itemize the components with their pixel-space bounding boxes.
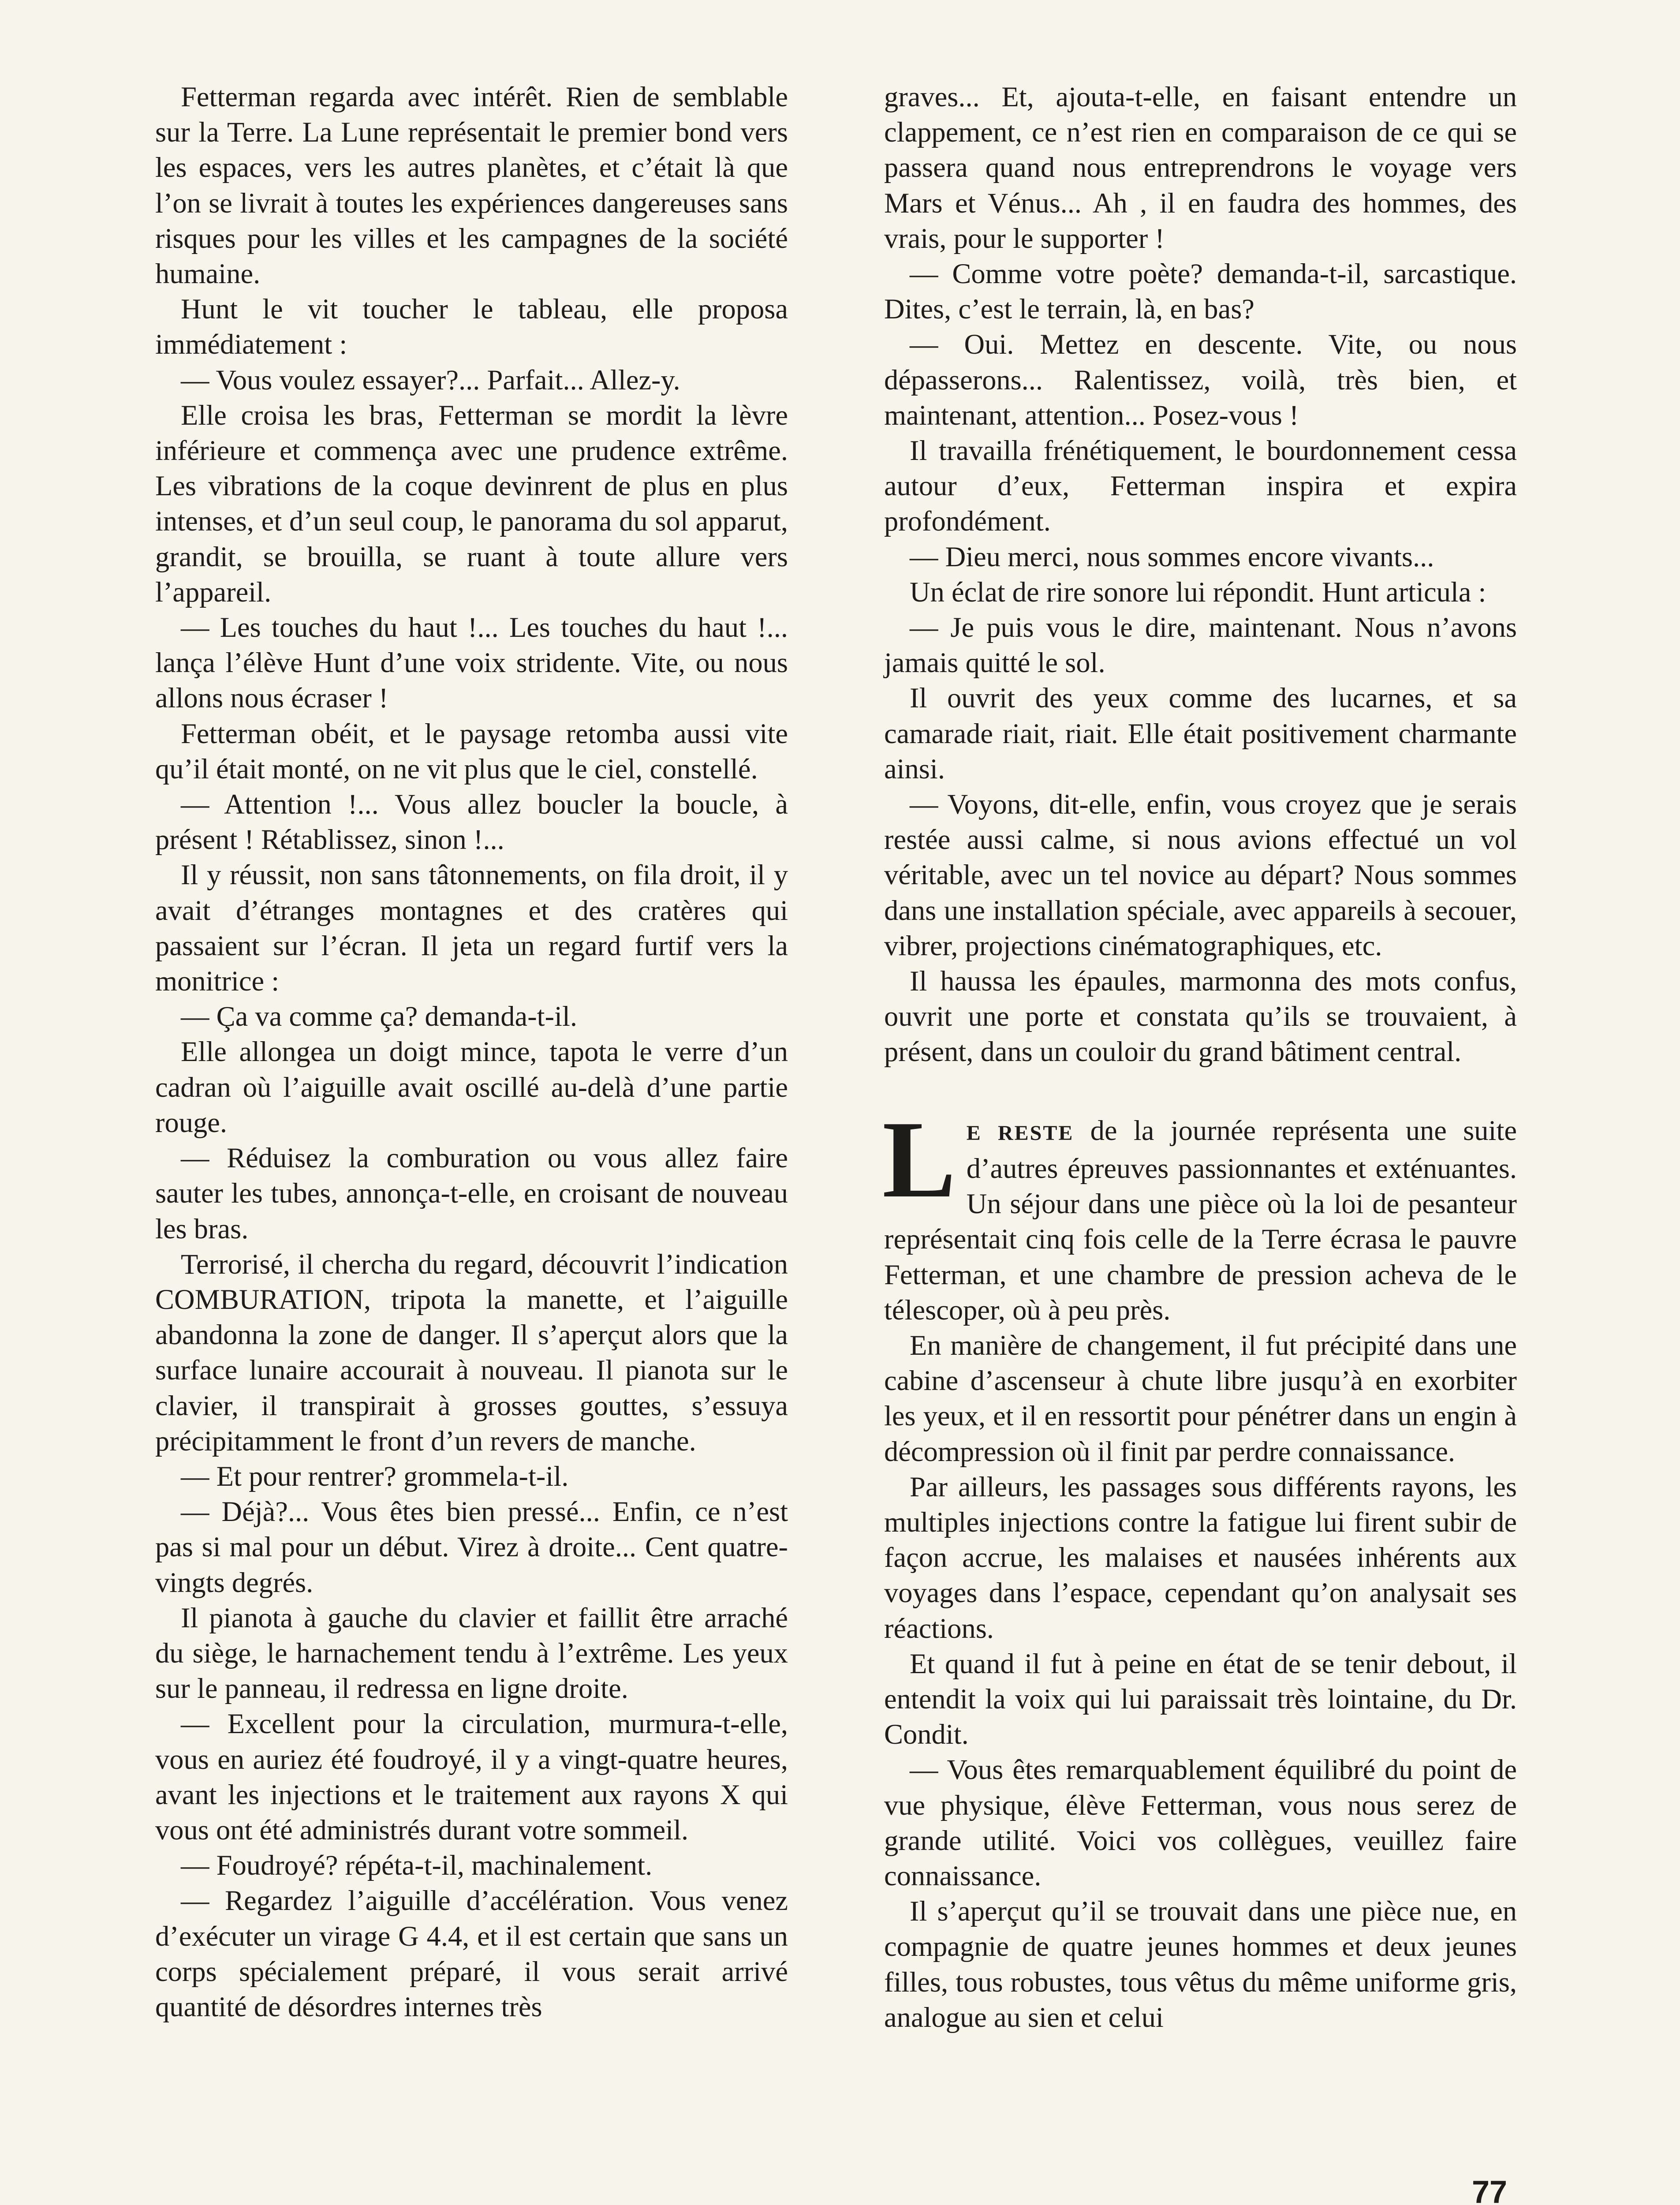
paragraph: Fetterman regarda avec intérêt. Rien de semblable sur la Terre. La Lune représentait le premier bond vers les espaces, vers les autres planètes, et c’était là que l’on se livrait à toutes les expériences dangereuses sans risques pour les villes et les campagnes de la société humaine. xyxy=(155,81,788,290)
paragraph: — Je puis vous le dire, maintenant. Nous n’avons jamais quitté le sol. xyxy=(884,612,1517,679)
paragraph: — Ça va comme ça? demanda-t-il. xyxy=(181,1001,578,1032)
paragraph: — Réduisez la comburation ou vous allez faire sauter les tubes, annonça-t-elle, en croisant de nouveau les bras. xyxy=(155,1142,788,1245)
paragraph: — Déjà?... Vous êtes bien pressé... Enfin, ce n’est pas si mal pour un début. Virez à droite... Cent quatre-vingts degrés. xyxy=(155,1496,788,1598)
paragraph: Hunt le vit toucher le tableau, elle proposa immédiatement : xyxy=(155,293,788,360)
paragraph: — Attention !... Vous allez boucler la boucle, à présent ! Rétablissez, sinon !... xyxy=(155,789,788,856)
paragraph: Et quand il fut à peine en état de se tenir debout, il entendit la voix qui lui paraissait très lointaine, du Dr. Condit. xyxy=(884,1648,1517,1750)
paragraph: Il s’aperçut qu’il se trouvait dans une pièce nue, en compagnie de quatre jeunes hommes et deux jeunes filles, tous robustes, tous vêtus du même uniforme gris, analogue au sien et celui xyxy=(884,1895,1517,2033)
paragraph: — Oui. Mettez en descente. Vite, ou nous dépasserons... Ralentissez, voilà, très bien, et maintenant, attention... Posez-vous ! xyxy=(884,329,1517,431)
right-column xyxy=(884,79,1517,2035)
paragraph: Il ouvrit des yeux comme des lucarnes, et sa camarade riait, riait. Elle était positivement charmante ainsi. xyxy=(884,682,1517,785)
paragraph: — Regardez l’aiguille d’accélération. Vous venez d’exécuter un virage G 4.4, et il est certain que sans un corps spécialement préparé, il vous serait arrivé quantité de désordres internes très xyxy=(155,1885,788,2022)
paragraph: Il travailla frénétiquement, le bourdonnement cessa autour d’eux, Fetterman inspira et expira profondément. xyxy=(884,435,1517,537)
paragraph: — Foudroyé? répéta-t-il, machinalement. xyxy=(181,1850,653,1881)
paragraph: Il y réussit, non sans tâtonnements, on fila droit, il y avait d’étranges montagnes et des cratères qui passaient sur l’écran. Il jeta un regard furtif vers la monitrice : xyxy=(155,859,788,997)
paragraph: Un éclat de rire sonore lui répondit. Hunt articula : xyxy=(910,576,1486,608)
section-break xyxy=(884,1070,1517,1113)
page-number: 77 xyxy=(1472,2175,1508,2205)
dropcap-body: de la journée représenta une suite d’autres épreuves passionnantes et exténuantes. Un séjour dans une pièce où la loi de pesanteur représentait cinq fois celle de la Terre écrasa le pauvre Fetterman, et une chambre de pression acheva de le télescoper, où à peu près. xyxy=(884,1114,1517,1326)
paragraph: — Comme votre poète? demanda-t-il, sarcastique. Dites, c’est le terrain, là, en bas? xyxy=(884,258,1517,325)
paragraph: En manière de changement, il fut précipité dans une cabine d’ascenseur à chute libre jusqu’à en exorbiter les yeux, et il en ressortit pour pénétrer dans un engin à décompression où il finit par perdre connaissance. xyxy=(884,1329,1517,1467)
dropcap-letter: L xyxy=(882,1098,956,1221)
paragraph: — Voyons, dit-elle, enfin, vous croyez que je serais restée aussi calme, si nous avions effectué un vol véritable, avec un tel novice au départ? Nous sommes dans une installation spéciale, avec appareils à secouer, vibrer, projections cinématographiques, etc. xyxy=(884,789,1517,961)
paragraph: — Les touches du haut !... Les touches du haut !... lança l’élève Hunt d’une voix stridente. Vite, ou nous allons nous écraser ! xyxy=(155,612,788,714)
paragraph: Il haussa les épaules, marmonna des mots confus, ouvrit une porte et constata qu’ils se trouvaient, à présent, dans un couloir du grand bâtiment central. xyxy=(884,965,1517,1068)
paragraph: Par ailleurs, les passages sous différents rayons, les multiples injections contre la fatigue lui firent subir de façon accrue, les malaises et nausées inhérents aux voyages dans l’espace, cependant qu’on analysait ses réactions. xyxy=(884,1471,1517,1644)
paragraph: — Vous voulez essayer?... Parfait... Allez-y. xyxy=(181,364,680,396)
paragraph: Elle croisa les bras, Fetterman se mordit la lèvre inférieure et commença avec une prudence extrême. Les vibrations de la coque devinrent de plus en plus intenses, et d’un seul coup, le panorama du sol apparut, grandit, se brouilla, se ruant à toute allure vers l’appareil. xyxy=(155,399,788,608)
paragraph: — Excellent pour la circulation, murmura-t-elle, vous en auriez été foudroyé, il y a vingt-quatre heures, avant les injections et le traitement aux rayons X qui vous ont été administrés durant votre sommeil. xyxy=(155,1708,788,1846)
left-column xyxy=(155,79,788,2025)
smallcaps-lead: E RESTE xyxy=(966,1121,1074,1145)
paragraph: Il pianota à gauche du clavier et faillit être arraché du siège, le harnachement tendu à l’extrême. Les yeux sur le panneau, il redressa en ligne droite. xyxy=(155,1602,788,1704)
paragraph: — Vous êtes remarquablement équilibré du point de vue physique, élève Fetterman, vous nous serez de grande utilité. Voici vos collègues, veuillez faire connaissance. xyxy=(884,1754,1517,1891)
paragraph: graves... Et, ajouta-t-elle, en faisant entendre un clappement, ce n’est rien en comparaison de ce qui se passera quand nous entreprendrons le voyage vers Mars et Vénus... Ah , il en faudra des hommes, des vrais, pour le supporter ! xyxy=(884,81,1517,254)
paragraph: — Et pour rentrer? grommela-t-il. xyxy=(181,1460,569,1492)
paragraph: — Dieu merci, nous sommes encore vivants... xyxy=(910,541,1434,572)
paragraph: Elle allongea un doigt mince, tapota le verre d’un cadran où l’aiguille avait oscillé au-delà d’une partie rouge. xyxy=(155,1036,788,1138)
paragraph: Fetterman obéit, et le paysage retomba aussi vite qu’il était monté, on ne vit plus que le ciel, constellé. xyxy=(155,718,788,785)
paragraph: Terrorisé, il chercha du regard, découvrit l’indication COMBURATION, tripota la manette, et l’aiguille abandonna la zone de danger. Il s’aperçut alors que la surface lunaire accourait à nouveau. Il pianota sur le clavier, il transpirait à grosses gouttes, s’essuya précipitamment le front d’un revers de manche. xyxy=(155,1248,788,1457)
dropcap-paragraph xyxy=(882,1098,1517,1328)
